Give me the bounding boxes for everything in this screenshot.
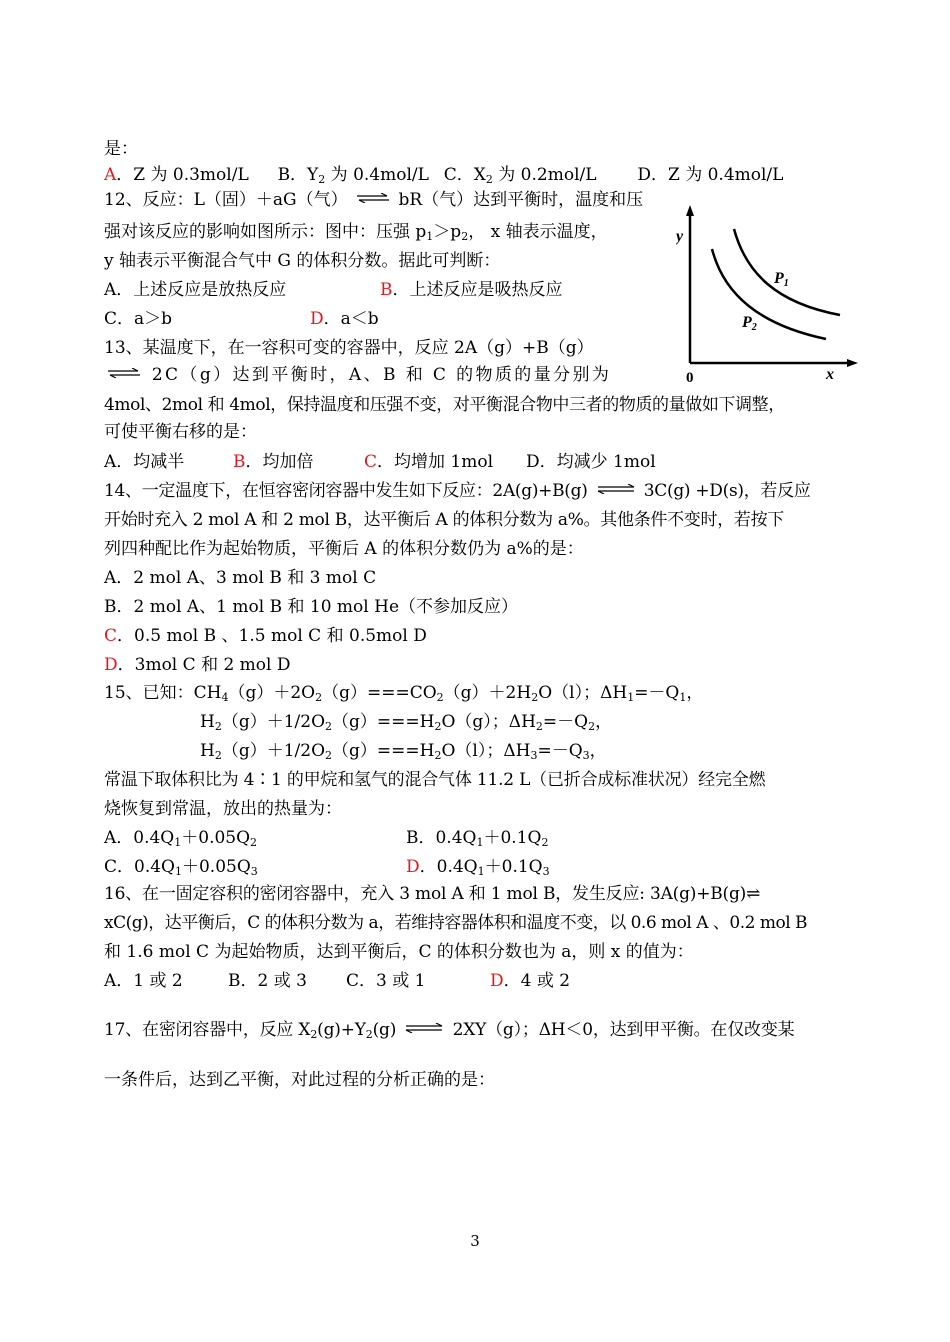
q14-option-c: C．0.5 mol B 、1.5 mol C 和 0.5mol D (104, 626, 427, 646)
q16-line1: 16、在一固定容积的密闭容器中，充入 3 mol A 和 1 mol B，发生反应: 3A(g)+B(g)⇌ (104, 884, 761, 904)
q15-option-a: A．$0.4Q_1+0.05Q_2$ (104, 828, 258, 849)
q16-option-b: B．2 或 3 (228, 971, 307, 991)
q11-option-b: B．$Y_2$ 为 0.4mol/L (277, 165, 429, 186)
q13-option-b: B．均加倍 (233, 452, 314, 472)
graph-x-label: x (826, 366, 834, 383)
q16-option-a: A．1 或 2 (104, 971, 183, 991)
q11-options (104, 164, 783, 191)
q12-option-c: C．a＞b (104, 309, 173, 329)
graph-origin-label: 0 (686, 370, 694, 383)
q13-line4: 可使平衡右移的是： (104, 422, 257, 442)
q15-line5: 烧恢复到常温，放出的热量为： (104, 799, 342, 819)
q14-option-d: D．3mol C 和 2 mol D (104, 655, 291, 675)
curve-p1 (734, 229, 840, 315)
q14-line1: 14、一定温度下，在恒容密闭容器中发生如下反应：2A(g)+B(g) 3C(g) +D(s)，若反应 (104, 481, 811, 501)
q11-tail: 是： (104, 139, 138, 159)
q13-line2: 2C（g）达到平衡时，A、B 和 C 的物质的量分别为 (104, 364, 611, 386)
q13-option-d: D．均减少 1mol (526, 452, 656, 472)
graph-p1-label: P1 (774, 270, 789, 289)
q17-line2: 一条件后，达到乙平衡，对此过程的分析正确的是： (104, 1070, 495, 1090)
q12-line2: 强对该反应的影响如图所示：图中：压强 $p_1>p_2$， x 轴表示温度， (104, 222, 608, 243)
q11-option-c: C．$X_2$ 为 0.2mol/L (443, 165, 597, 186)
q15-line4: 常温下取体积比为 4∶1 的甲烷和氢气的混合气体 11.2 L（已折合成标准状况）经完全燃 (104, 770, 766, 790)
q15-equation-2: $H_2(g)+1/2O_2(g)===H_2O(g)$；$\Delta H_2=-Q_2$， (200, 712, 613, 733)
q16-line3: 和 1.6 mol C 为起始物质，达到平衡后，C 的体积分数也为 a，则 x 的值为： (104, 942, 694, 962)
graph-p2-label: P2 (742, 314, 757, 333)
q12-option-a: A．上述反应是放热反应 (104, 280, 287, 300)
q14-line3: 列四种配比作为起始物质，平衡后 A 的体积分数仍为 a%的是： (104, 539, 584, 559)
q12-line3: y 轴表示平衡混合气中 G 的体积分数。据此可判断： (104, 251, 501, 271)
q11-answer-a-letter: A (104, 165, 117, 185)
q11-option-a: ．Z 为 0.3mol/L (116, 165, 249, 185)
q15-option-d: D．$0.4Q_1+0.1Q_3$ (406, 857, 550, 878)
q13-option-a: A．均减半 (104, 452, 185, 472)
curve-p2 (712, 249, 826, 339)
q16-line2: xC(g)，达平衡后，C 的体积分数为 a，若维持容器体积和温度不变，以 0.6 mol A 、0.2 mol B (104, 913, 808, 933)
graph-x-arrow-icon (847, 359, 858, 367)
q15-equation-3: $H_2(g)+1/2O_2(g)===H_2O(l)$；$\Delta H_3=-Q_3$， (200, 741, 607, 762)
equilibrium-arrow-icon (353, 193, 393, 203)
q12-option-d: D．a＜b (310, 309, 379, 329)
q16-option-c: C．3 或 1 (346, 971, 426, 991)
q13-line3: 4mol、2mol 和 4mol，保持温度和压强不变，对平衡混合物中三者的物质的量做如下调整， (104, 395, 785, 415)
q15-option-c: C．$0.4Q_1+0.05Q_3$ (104, 857, 258, 878)
equilibrium-arrow-icon (593, 484, 639, 494)
q12-graph (676, 203, 860, 383)
graph-y-label: y (676, 228, 684, 245)
q12-option-b: B．上述反应是吸热反应 (380, 280, 563, 300)
q17-line1: 17、在密闭容器中，反应 $X_2(g)+Y_2(g)$ 2XY（g）；ΔH＜0，达到甲平衡。在仅改变某 (104, 1020, 795, 1041)
q14-option-a: A．2 mol A、3 mol B 和 3 mol C (104, 568, 377, 588)
q15-option-b: B．$0.4Q_1+0.1Q_2$ (406, 828, 549, 849)
equilibrium-arrow-icon (104, 368, 144, 378)
q12-line1: 12、反应：L（固）＋aG（气） bR（气）达到平衡时，温度和压 (104, 190, 644, 210)
graph-y-arrow-icon (686, 205, 694, 216)
q15-equation-1: 15、已知：$CH_4(g)+2O_2(g)===CO_2(g)+2H_2O(l)$；$\Delta H_1=-Q_1$， (104, 683, 704, 704)
q13-line1: 13、某温度下，在一容积可变的容器中，反应 2A（g）+B（g） (104, 338, 594, 358)
q14-option-b: B．2 mol A、1 mol B 和 10 mol He（不参加反应） (104, 597, 519, 617)
q13-option-c: C．均增加 1mol (364, 452, 494, 472)
equilibrium-arrow-icon (401, 1023, 447, 1033)
page-number: 3 (470, 1232, 480, 1250)
q16-option-d: D．4 或 2 (490, 971, 571, 991)
q14-line2: 开始时充入 2 mol A 和 2 mol B，达平衡后 A 的体积分数为 a%。其他条件不变时，若按下 (104, 510, 784, 530)
q11-option-d: D．Z 为 0.4mol/L (637, 165, 784, 185)
